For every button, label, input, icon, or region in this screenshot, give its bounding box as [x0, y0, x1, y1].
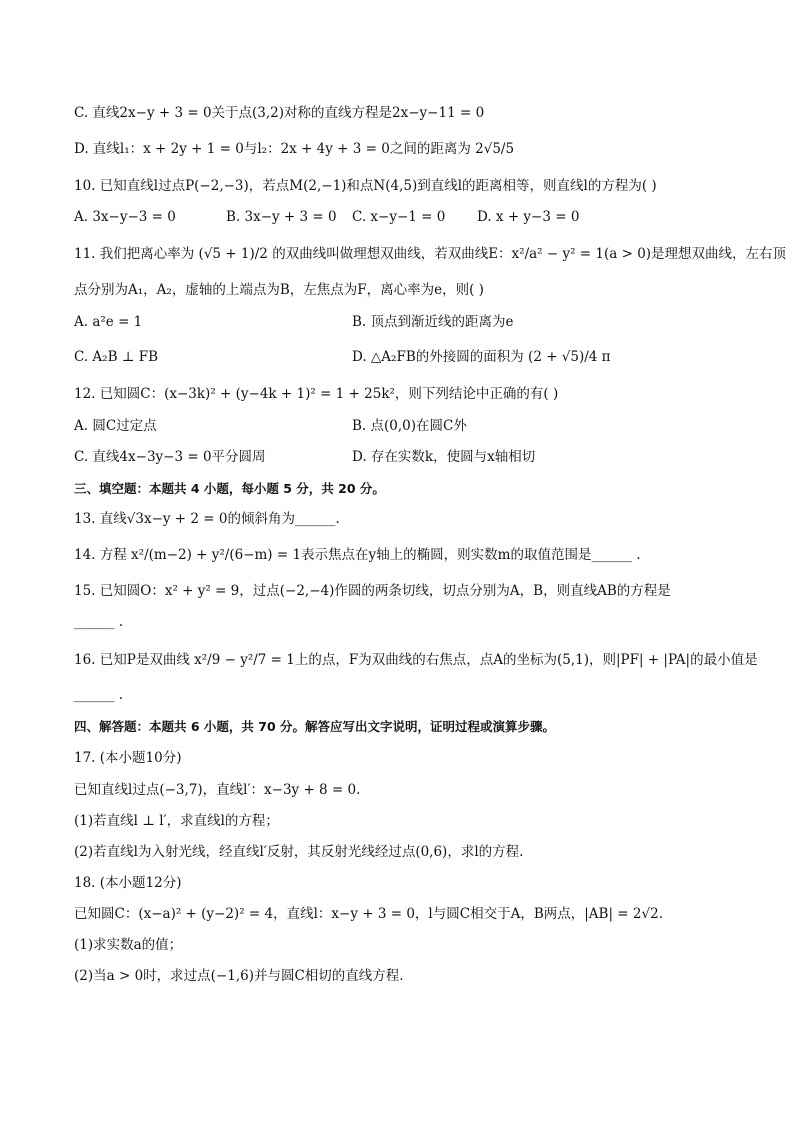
q9-option-d: D. 直线l₁：x + 2y + 1 = 0与l₂：2x + 4y + 3 = 0之间的距离为 2√5/5	[74, 141, 515, 157]
q13: 13. 直线√3x−y + 2 = 0的倾斜角为______.	[74, 511, 340, 527]
q12-option-d: D. 存在实数k，使圆与x轴相切	[352, 449, 536, 465]
q11-stem-line1: 11. 我们把离心率为 (√5 + 1)/2 的双曲线叫做理想双曲线，若双曲线E：x²/a² − y² = 1(a > 0)是理想双曲线，左右顶	[74, 246, 787, 262]
q12-option-c: C. 直线4x−3y−3 = 0平分圆周	[74, 449, 266, 465]
q16-line2: ______ .	[74, 687, 124, 703]
q17-stem: 已知直线l过点(−3,7)，直线l′：x−3y + 8 = 0.	[74, 782, 361, 798]
q11-option-b: B. 顶点到渐近线的距离为e	[352, 314, 514, 330]
q18-part1: (1)求实数a的值；	[74, 937, 183, 953]
q10-option-c: C. x−y−1 = 0	[352, 209, 446, 225]
q18-part2: (2)当a > 0时，求过点(−1,6)并与圆C相切的直线方程.	[74, 968, 404, 984]
q10-option-d: D. x + y−3 = 0	[477, 209, 580, 225]
q11-option-a: A. a²e = 1	[74, 314, 143, 330]
q15-line2: ______ .	[74, 614, 124, 630]
q16-line1: 16. 已知P是双曲线 x²/9 − y²/7 = 1上的点，F为双曲线的右焦点，点A的坐标为(5,1)，则|PF| + |PA|的最小值是	[74, 652, 758, 668]
q10-stem: 10. 已知直线l过点P(−2,−3)，若点M(2,−1)和点N(4,5)到直线l的距离相等，则直线l的方程为( )	[74, 178, 657, 194]
section-4-heading: 四、解答题：本题共 6 小题，共 70 分。解答应写出文字说明，证明过程或演算步骤。	[74, 719, 556, 734]
q18-stem: 已知圆C：(x−a)² + (y−2)² = 4，直线l：x−y + 3 = 0，l与圆C相交于A，B两点，|AB| = 2√2.	[74, 906, 663, 922]
q17-part1: (1)若直线l ⊥ l′，求直线l的方程；	[74, 813, 279, 829]
section-3-heading: 三、填空题：本题共 4 小题，每小题 5 分，共 20 分。	[74, 481, 385, 496]
q12-option-a: A. 圆C过定点	[74, 418, 157, 434]
q14: 14. 方程 x²/(m−2) + y²/(6−m) = 1表示焦点在y轴上的椭圆，则实数m的取值范围是______ .	[74, 547, 641, 563]
q18-heading: 18. (本小题12分)	[74, 875, 182, 891]
q17-part2: (2)若直线l为入射光线，经直线l′反射，其反射光线经过点(0,6)，求l的方程.	[74, 844, 524, 860]
q9-option-c: C. 直线2x−y + 3 = 0关于点(3,2)对称的直线方程是2x−y−11 = 0	[74, 105, 485, 121]
q12-stem: 12. 已知圆C：(x−3k)² + (y−4k + 1)² = 1 + 25k²，则下列结论中正确的有( )	[74, 386, 559, 402]
q12-option-b: B. 点(0,0)在圆C外	[352, 418, 467, 434]
q15-line1: 15. 已知圆O：x² + y² = 9，过点(−2,−4)作圆的两条切线，切点分别为A，B，则直线AB的方程是	[74, 583, 671, 599]
q11-stem-line2: 点分别为A₁，A₂，虚轴的上端点为B，左焦点为F，离心率为e，则( )	[74, 282, 484, 298]
q11-option-c: C. A₂B ⊥ FB	[74, 349, 159, 365]
q10-option-a: A. 3x−y−3 = 0	[74, 209, 176, 225]
q17-heading: 17. (本小题10分)	[74, 750, 182, 766]
q10-option-b: B. 3x−y + 3 = 0	[226, 209, 337, 225]
q11-option-d: D. △A₂FB的外接圆的面积为 (2 + √5)/4 π	[352, 349, 611, 365]
